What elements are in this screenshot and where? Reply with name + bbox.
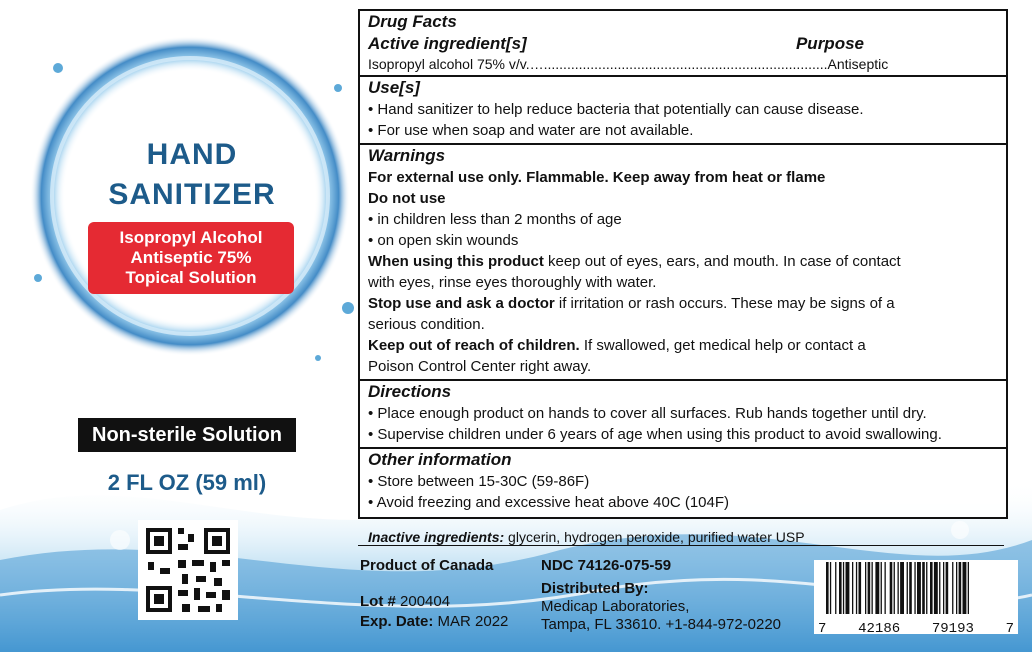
inactive-ingredients-text: glycerin, hydrogen peroxide, purified water USP: [504, 529, 805, 545]
do-not-use-item: • on open skin wounds: [368, 232, 519, 249]
barcode-bar: [917, 562, 921, 614]
uses-heading: Use[s]: [368, 78, 420, 97]
qr-code: [138, 520, 238, 620]
barcode-bar: [959, 562, 962, 614]
barcode-bar: [909, 562, 912, 614]
barcode-bar: [898, 562, 899, 614]
when-using-label: When using this product: [368, 253, 544, 270]
distributed-by-label: Distributed By:: [541, 580, 649, 597]
use-item: • Hand sanitizer to help reduce bacteria that potentially can cause disease.: [368, 101, 864, 118]
front-panel: [0, 0, 360, 652]
lot-label: Lot #: [360, 593, 396, 610]
keep-out-warning: [368, 335, 998, 356]
barcode-bar: [900, 562, 904, 614]
barcode-bar: [885, 562, 886, 614]
barcode-digit: 79193: [931, 621, 974, 637]
warnings-heading: Warnings: [368, 146, 446, 165]
barcode-digit: 7: [1005, 621, 1014, 637]
direction-item: • Supervise children under 6 years of age when using this product to avoid swallowing.: [368, 426, 942, 443]
expiry-date: [360, 613, 508, 631]
barcode-bar: [859, 562, 862, 614]
barcode-bar: [830, 562, 831, 614]
upc-barcode: [814, 560, 1018, 637]
barcode-bar: [952, 562, 953, 614]
expiry-label: Exp. Date:: [360, 613, 434, 630]
ndc-number: NDC 74126-075-59: [541, 557, 672, 574]
barcode-bar: [875, 562, 879, 614]
barcode-bar: [852, 562, 853, 614]
purpose-heading: Purpose: [795, 34, 864, 53]
barcode-bar: [968, 562, 969, 614]
barcode-bar: [963, 562, 967, 614]
distributor-address: Tampa, FL 33610. +1-844-972-0220: [541, 616, 782, 633]
when-using-warning: [368, 251, 998, 272]
product-title-line2: SANITIZER: [108, 178, 276, 211]
when-using-text-cont: with eyes, rinse eyes thoroughly with water.: [368, 274, 657, 291]
keep-out-text-cont: Poison Control Center right away.: [368, 358, 592, 375]
stop-use-label: Stop use and ask a doctor: [368, 295, 555, 312]
barcode-bar: [865, 562, 866, 614]
badge-line: Isopropyl Alcohol: [119, 228, 263, 247]
other-item: • Store between 15-30C (59-86F): [368, 473, 590, 490]
barcode-bars: [814, 560, 1018, 616]
when-using-text: keep out of eyes, ears, and mouth. In case of contact: [543, 253, 901, 270]
keep-out-text: If swallowed, get medical help or contact a: [579, 337, 866, 354]
lot-number: [360, 593, 450, 611]
barcode-bar: [839, 562, 842, 614]
barcode-bar: [856, 562, 857, 614]
barcode-bar: [846, 562, 850, 614]
net-contents: 2 FL OZ (59 ml): [107, 470, 267, 495]
barcode-bar: [956, 562, 957, 614]
badge-line: Antiseptic 75%: [130, 248, 252, 267]
active-ingredient-badge: [88, 222, 294, 294]
barcode-bar: [872, 562, 873, 614]
barcode-bar: [939, 562, 940, 614]
barcode-bar: [934, 562, 938, 614]
barcode-bar: [946, 562, 949, 614]
barcode-bar: [943, 562, 944, 614]
do-not-use-item: • in children less than 2 months of age: [368, 211, 622, 228]
inactive-ingredients: [358, 528, 1004, 546]
barcode-bar: [890, 562, 893, 614]
barcode-bar: [922, 562, 925, 614]
distributor-name: Medicap Laboratories,: [541, 598, 690, 615]
drug-facts-heading: Drug Facts: [368, 12, 457, 31]
barcode-bar: [930, 562, 933, 614]
barcode-bar: [843, 562, 844, 614]
keep-out-label: Keep out of reach of children.: [368, 337, 580, 354]
other-item: • Avoid freezing and excessive heat above 40C (104F): [368, 494, 730, 511]
external-use-warning: For external use only. Flammable. Keep away from heat or flame: [368, 169, 826, 186]
barcode-bar: [881, 562, 882, 614]
stop-use-text: if irritation or rash occurs. These may be signs of a: [554, 295, 895, 312]
barcode-bar: [907, 562, 908, 614]
uses-section: [360, 75, 1006, 143]
use-item: • For use when soap and water are not available.: [368, 122, 694, 139]
barcode-digit: 42186: [858, 621, 901, 637]
drug-facts-panel: [358, 9, 1008, 519]
country-of-origin: Product of Canada: [360, 557, 494, 574]
warnings-section: [360, 143, 1006, 379]
directions-heading: Directions: [368, 382, 452, 401]
barcode-bar: [826, 562, 829, 614]
product-title-line1: HAND: [146, 138, 238, 171]
barcode-bar: [868, 562, 871, 614]
badge-line: Topical Solution: [125, 268, 257, 287]
active-ingredients-section: [360, 11, 1006, 75]
barcode-bar: [894, 562, 895, 614]
barcode-bar: [835, 562, 836, 614]
do-not-use-heading: Do not use: [368, 190, 446, 207]
barcode-digit: 7: [818, 621, 827, 637]
barcode-bar: [926, 562, 927, 614]
non-sterile-banner: Non-sterile Solution: [78, 418, 296, 452]
stop-use-warning: [368, 293, 998, 314]
lot-value: 200404: [395, 593, 451, 610]
stop-use-text-cont: serious condition.: [368, 316, 485, 333]
inactive-ingredients-label: Inactive ingredients:: [368, 529, 505, 545]
barcode-bar: [914, 562, 915, 614]
purpose-value: Antiseptic: [827, 56, 889, 72]
other-information-heading: Other information: [368, 450, 512, 469]
expiry-value: MAR 2022: [433, 613, 509, 630]
directions-section: [360, 379, 1006, 447]
other-information-section: [360, 447, 1006, 517]
active-ingredient-line: Isopropyl alcohol 75% v/v.….........................................................................: [368, 56, 828, 72]
active-ingredient-heading: Active ingredient[s]: [368, 34, 527, 53]
direction-item: • Place enough product on hands to cover all surfaces. Rub hands together until dry.: [368, 405, 927, 422]
